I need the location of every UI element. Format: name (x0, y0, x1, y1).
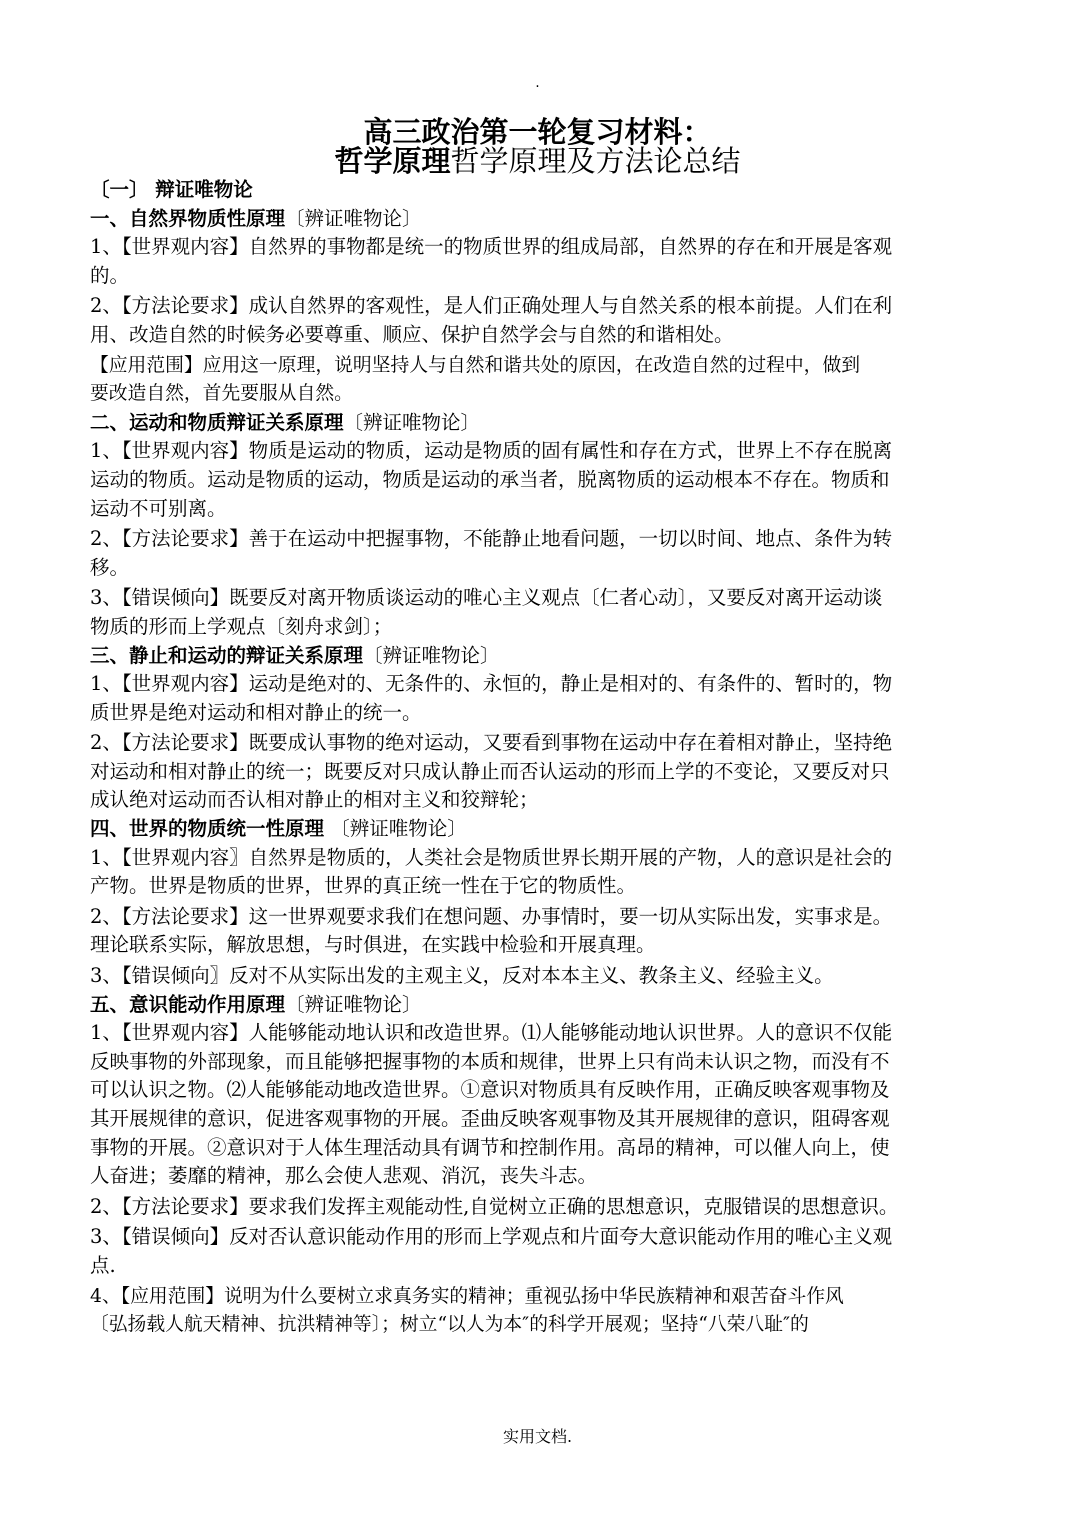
document-subtitle (0, 144, 1075, 178)
principle-heading (90, 205, 1020, 234)
text-line: 对运动和相对静止的统一；既要反对只成认静止而否认运动的形而上学的不变论，又要反对只 (90, 759, 890, 783)
text-line: 质世界是绝对运动和相对静止的统一。 (90, 700, 422, 724)
text-line: 点. (90, 1253, 116, 1277)
page-footer: 实用文档. (502, 1427, 573, 1446)
heading-tag: 〔辨证唯物论〕 (285, 206, 422, 230)
text-line: 2、【方法论要求】要求我们发挥主观能动性,自觉树立正确的思想意识，克服错误的思想意识。 (90, 1194, 899, 1218)
text-line: 3、【错误倾向】反对否认意识能动作用的形而上学观点和片面夸大意识能动作用的唯心主义观 (90, 1225, 893, 1249)
principle-heading (90, 409, 1020, 438)
heading-text: 一、自然界物质性原理 (90, 206, 286, 230)
text-line: 3、【错误倾向〗反对不从实际出发的主观主义，反对本本主义、教条主义、经验主义。 (90, 964, 834, 988)
text-line: 反映事物的外部现象，而且能够把握事物的本质和规律，世界上只有尚未认识之物，而没有不 (90, 1049, 890, 1073)
text-line: 1、【世界观内容】自然界的事物都是统一的物质世界的组成局部，自然界的存在和开展是客观 (90, 235, 893, 259)
document-title: 高三政治第一轮复习材料： (363, 115, 712, 149)
principle-heading (90, 642, 1020, 671)
text-line: 的。 (90, 263, 130, 287)
text-line: 移。 (90, 555, 130, 579)
heading-tag: 〔辨证唯物论〕 (363, 643, 500, 667)
principle-heading (90, 815, 1020, 844)
text-line: 2、【方法论要求】既要成认事物的绝对运动，又要看到事物在运动中存在着相对静止，坚持绝 (90, 731, 893, 755)
heading-tag: 〔辨证唯物论〕 (324, 817, 467, 841)
text-line: 要改造自然，首先要服从自然。 (90, 383, 353, 405)
header-mark: . (535, 75, 540, 91)
subtitle-bold: 哲学原理 (334, 144, 451, 178)
text-line: 2、【方法论要求】这一世界观要求我们在想问题、办事情时，要一切从实际出发，实事求是。 (90, 904, 893, 928)
text-line: 运动的物质。运动是物质的运动，物质是运动的承当者，脱离物质的运动根本不存在。物质和 (90, 467, 890, 491)
section-title (90, 176, 1020, 205)
heading-text: 五、意识能动作用原理 (90, 992, 286, 1016)
text-line: 可以认识之物。⑵人能够能动地改造世界。①意识对物质具有反映作用，正确反映客观事物及 (90, 1078, 890, 1102)
text-line: 产物。世界是物质的世界，世界的真正统一性在于它的物质性。 (90, 874, 637, 898)
text-line: 用、改造自然的时候务必要尊重、顺应、保护自然学会与自然的和谐相处。 (90, 322, 734, 346)
text-line: 1、【世界观内容〗自然界是物质的，人类社会是物质世界长期开展的产物，人的意识是社会的 (90, 845, 893, 869)
text-line: 1、【世界观内容】物质是运动的物质，运动是物质的固有属性和存在方式，世界上不存在脱离 (90, 439, 893, 463)
heading-text: 〔一〕 辩证唯物论 (90, 178, 253, 201)
heading-text: 三、静止和运动的辩证关系原理 (90, 643, 364, 667)
text-line: 2、【方法论要求】成认自然界的客观性，是人们正确处理人与自然关系的根本前提。人们在利 (90, 294, 893, 318)
text-line: 3、【错误倾向】既要反对离开物质谈运动的唯心主义观点〔仁者心动〕，又要反对离开运动谈 (90, 586, 883, 610)
text-line: 4、【应用范围】说明为什么要树立求真务实的精神；重视弘扬中华民族精神和艰苦奋斗作风 (90, 1285, 844, 1307)
heading-tag: 〔辨证唯物论〕 (285, 992, 422, 1016)
text-line: 人奋进；萎靡的精神，那么会使人悲观、消沉，丧失斗志。 (90, 1164, 598, 1188)
text-line: 事物的开展。②意识对于人体生理活动具有调节和控制作用。高昂的精神，可以催人向上，使 (90, 1135, 890, 1159)
text-line: 运动不可别离。 (90, 496, 227, 520)
text-line: 【应用范围】应用这一原理，说明坚持人与自然和谐共处的原因，在改造自然的过程中，做到 (90, 354, 861, 376)
text-line: 其开展规律的意识，促进客观事物的开展。歪曲反映客观事物及其开展规律的意识，阻碍客观 (90, 1107, 890, 1130)
text-line: 成认绝对运动而否认相对静止的相对主义和狡辩轮； (90, 788, 539, 812)
text-line: 理论联系实际，解放思想，与时俱进，在实践中检验和开展真理。 (90, 933, 656, 957)
text-line: 1、【世界观内容】人能够能动地认识和改造世界。⑴人能够能动地认识世界。人的意识不仅能 (90, 1021, 893, 1045)
text-line: 物质的形而上学观点〔刻舟求剑〕； (90, 614, 393, 638)
text-line: 2、【方法论要求】善于在运动中把握事物，不能静止地看问题，一切以时间、地点、条件为转 (90, 527, 893, 551)
document-body (90, 176, 1020, 1340)
text-line: 〔弘扬载人航天精神、抗洪精神等〕；树立“以人为本″的科学开展观；坚持“八荣八耻″的 (90, 1314, 809, 1336)
subtitle-rest: 哲学原理及方法论总结 (450, 144, 741, 178)
text-line: 1、【世界观内容】运动是绝对的、无条件的、永恒的，静止是相对的、有条件的、暂时的，物 (90, 672, 893, 696)
heading-text: 四、世界的物质统一性原理 (90, 817, 325, 841)
principle-heading (90, 991, 1020, 1020)
heading-tag: 〔辨证唯物论〕 (343, 410, 481, 434)
heading-text: 二、运动和物质辩证关系原理 (90, 410, 344, 434)
